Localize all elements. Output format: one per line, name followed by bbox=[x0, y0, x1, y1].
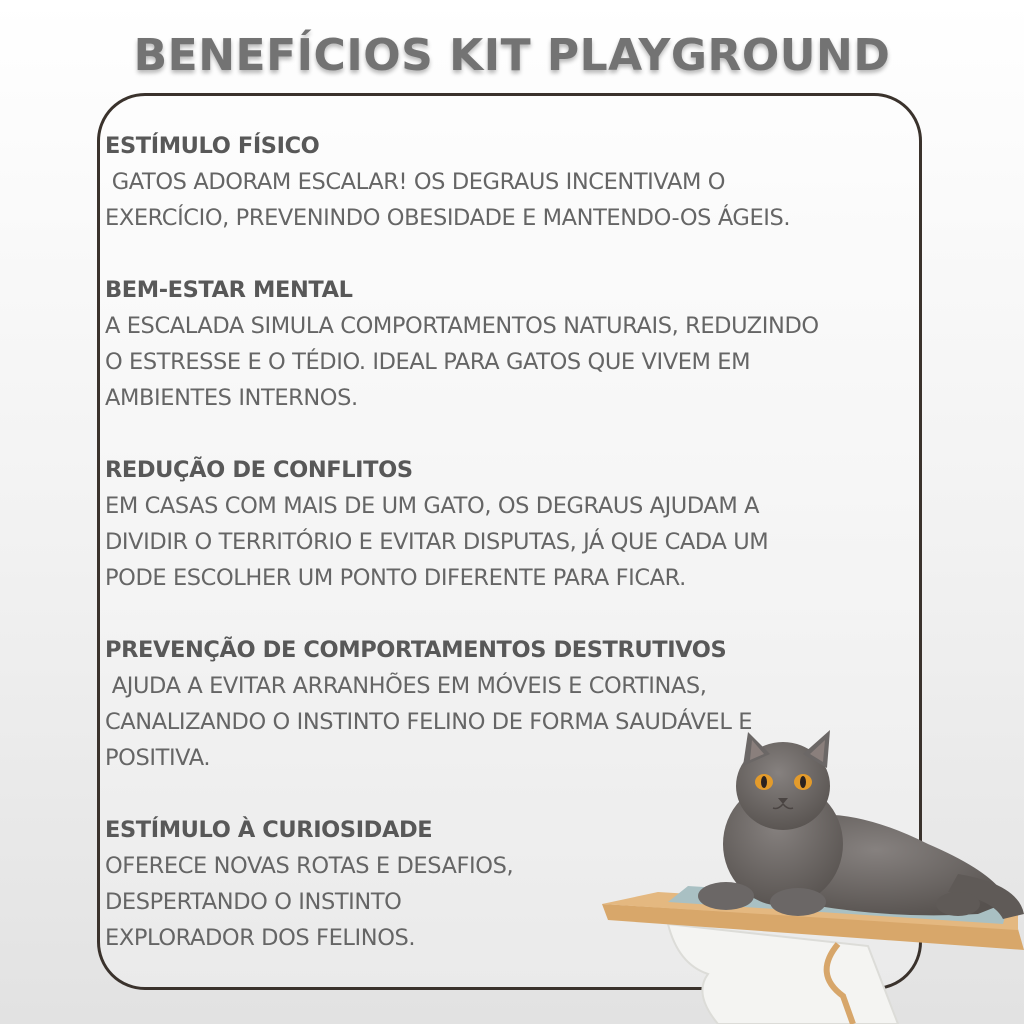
benefit-section-physical bbox=[105, 128, 925, 236]
benefit-text-line: EM CASAS COM MAIS DE UM GATO, OS DEGRAUS AJUDAM A bbox=[105, 493, 760, 519]
benefit-text-line: DIVIDIR O TERRITÓRIO E EVITAR DISPUTAS, JÁ QUE CADA UM bbox=[105, 529, 769, 555]
benefit-text-line: CANALIZANDO O INSTINTO FELINO DE FORMA SAUDÁVEL E bbox=[105, 709, 753, 735]
benefit-heading: ESTÍMULO FÍSICO bbox=[105, 133, 320, 159]
benefit-text-line: PODE ESCOLHER UM PONTO DIFERENTE PARA FICAR. bbox=[105, 565, 686, 591]
benefit-text-line: AJUDA A EVITAR ARRANHÕES EM MÓVEIS E CORTINAS, bbox=[105, 673, 707, 699]
cat-on-shelf-illustration bbox=[598, 724, 1024, 1024]
benefit-text-line: OFERECE NOVAS ROTAS E DESAFIOS, bbox=[105, 853, 514, 879]
benefit-heading: REDUÇÃO DE CONFLITOS bbox=[105, 457, 413, 483]
benefit-text-line: POSITIVA. bbox=[105, 745, 211, 771]
page-title: BENEFÍCIOS KIT PLAYGROUND bbox=[133, 30, 891, 81]
benefit-heading: ESTÍMULO À CURIOSIDADE bbox=[105, 817, 433, 843]
benefit-heading: PREVENÇÃO DE COMPORTAMENTOS DESTRUTIVOS bbox=[105, 637, 727, 663]
benefit-text-line: DESPERTANDO O INSTINTO bbox=[105, 889, 402, 915]
benefit-text-line: A ESCALADA SIMULA COMPORTAMENTOS NATURAIS, REDUZINDO bbox=[105, 313, 819, 339]
benefit-text-line: GATOS ADORAM ESCALAR! OS DEGRAUS INCENTIVAM O bbox=[105, 169, 726, 195]
benefit-text-line: AMBIENTES INTERNOS. bbox=[105, 385, 358, 411]
benefit-text-line: EXPLORADOR DOS FELINOS. bbox=[105, 925, 416, 951]
benefit-heading: BEM-ESTAR MENTAL bbox=[105, 277, 353, 303]
benefit-text-line: O ESTRESSE E O TÉDIO. IDEAL PARA GATOS QUE VIVEM EM bbox=[105, 349, 751, 375]
benefit-section-mental bbox=[105, 272, 925, 416]
benefit-section-conflicts bbox=[105, 452, 925, 596]
benefit-text-line: EXERCÍCIO, PREVENINDO OBESIDADE E MANTENDO-OS ÁGEIS. bbox=[105, 205, 791, 231]
